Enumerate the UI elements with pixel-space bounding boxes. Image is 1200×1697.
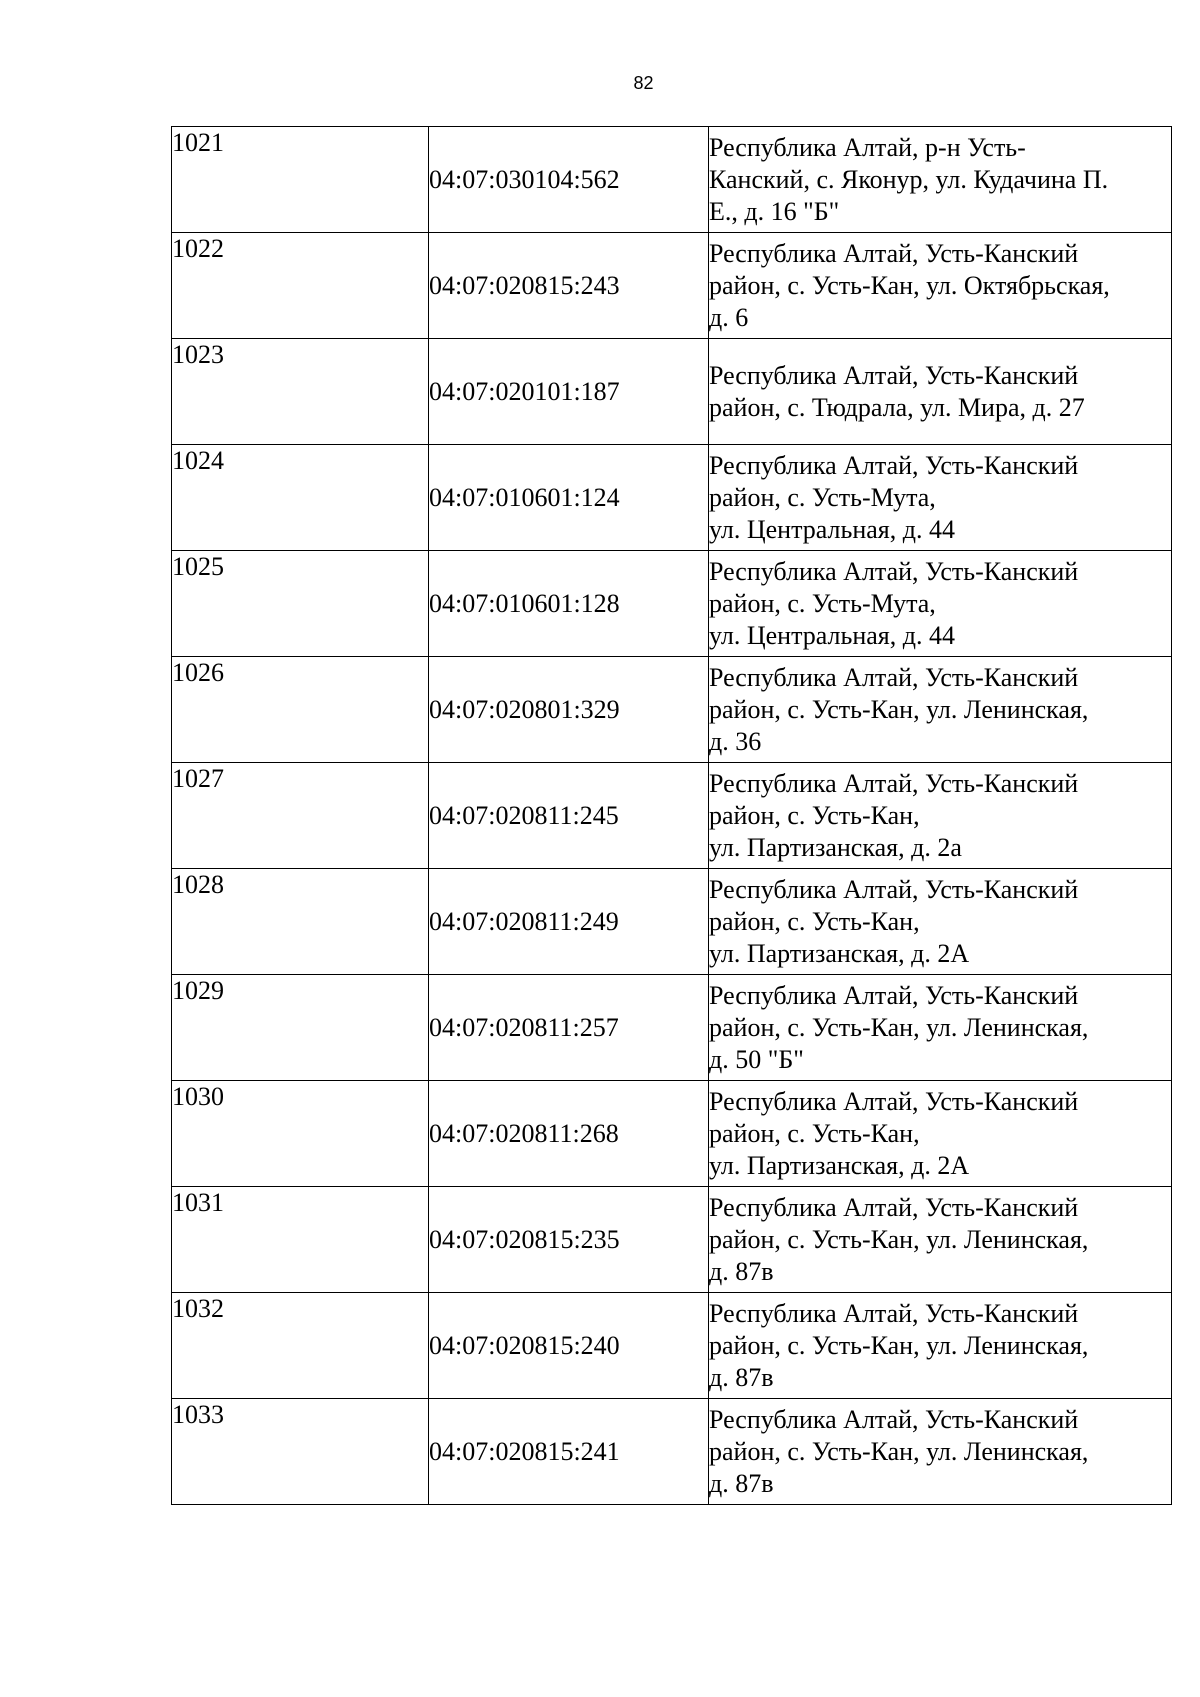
table-row (172, 1399, 1172, 1505)
table-row (172, 339, 1172, 445)
row-number: 1025 (172, 551, 429, 657)
cadastral-number: 04:07:020801:329 (429, 657, 709, 763)
table-row (172, 657, 1172, 763)
address: Республика Алтай, Усть-Канский район, с. Усть-Кан, ул. Октябрьская, д. 6 (709, 233, 1172, 339)
address: Республика Алтай, Усть-Канский район, с. Усть-Кан, ул. Ленинская, д. 36 (709, 657, 1172, 763)
address: Республика Алтай, Усть-Канский район, с. Усть-Кан, ул. Партизанская, д. 2а (709, 763, 1172, 869)
table-row (172, 233, 1172, 339)
row-number: 1028 (172, 869, 429, 975)
table-row (172, 127, 1172, 233)
table-row (172, 551, 1172, 657)
cadastral-number: 04:07:030104:562 (429, 127, 709, 233)
row-number: 1033 (172, 1399, 429, 1505)
row-number: 1021 (172, 127, 429, 233)
address: Республика Алтай, р-н Усть- Канский, с. Яконур, ул. Кудачина П. Е., д. 16 "Б" (709, 127, 1172, 233)
cadastral-number: 04:07:020101:187 (429, 339, 709, 445)
row-number: 1030 (172, 1081, 429, 1187)
cadastral-number: 04:07:020815:243 (429, 233, 709, 339)
address: Республика Алтай, Усть-Канский район, с. Тюдрала, ул. Мира, д. 27 (709, 339, 1172, 445)
table-row (172, 1187, 1172, 1293)
row-number: 1031 (172, 1187, 429, 1293)
cadastral-number: 04:07:020811:245 (429, 763, 709, 869)
cadastral-number: 04:07:020815:235 (429, 1187, 709, 1293)
row-number: 1027 (172, 763, 429, 869)
address: Республика Алтай, Усть-Канский район, с. Усть-Кан, ул. Ленинская, д. 50 "Б" (709, 975, 1172, 1081)
address: Республика Алтай, Усть-Канский район, с. Усть-Кан, ул. Ленинская, д. 87в (709, 1399, 1172, 1505)
row-number: 1026 (172, 657, 429, 763)
cadastral-number: 04:07:010601:124 (429, 445, 709, 551)
table-row (172, 1293, 1172, 1399)
table-row (172, 1081, 1172, 1187)
registry-table (171, 126, 1172, 1505)
address: Республика Алтай, Усть-Канский район, с. Усть-Мута, ул. Центральная, д. 44 (709, 445, 1172, 551)
address: Республика Алтай, Усть-Канский район, с. Усть-Кан, ул. Ленинская, д. 87в (709, 1187, 1172, 1293)
cadastral-number: 04:07:010601:128 (429, 551, 709, 657)
address: Республика Алтай, Усть-Канский район, с. Усть-Кан, ул. Ленинская, д. 87в (709, 1293, 1172, 1399)
row-number: 1022 (172, 233, 429, 339)
cadastral-number: 04:07:020811:257 (429, 975, 709, 1081)
address: Республика Алтай, Усть-Канский район, с. Усть-Кан, ул. Партизанская, д. 2А (709, 869, 1172, 975)
cadastral-number: 04:07:020811:249 (429, 869, 709, 975)
row-number: 1024 (172, 445, 429, 551)
page-number: 82 (633, 73, 654, 93)
cadastral-number: 04:07:020815:240 (429, 1293, 709, 1399)
row-number: 1032 (172, 1293, 429, 1399)
row-number: 1029 (172, 975, 429, 1081)
address: Республика Алтай, Усть-Канский район, с. Усть-Кан, ул. Партизанская, д. 2А (709, 1081, 1172, 1187)
row-number: 1023 (172, 339, 429, 445)
table-row (172, 445, 1172, 551)
table-row (172, 763, 1172, 869)
table-row (172, 869, 1172, 975)
cadastral-number: 04:07:020815:241 (429, 1399, 709, 1505)
address: Республика Алтай, Усть-Канский район, с. Усть-Мута, ул. Центральная, д. 44 (709, 551, 1172, 657)
table-row (172, 975, 1172, 1081)
cadastral-number: 04:07:020811:268 (429, 1081, 709, 1187)
